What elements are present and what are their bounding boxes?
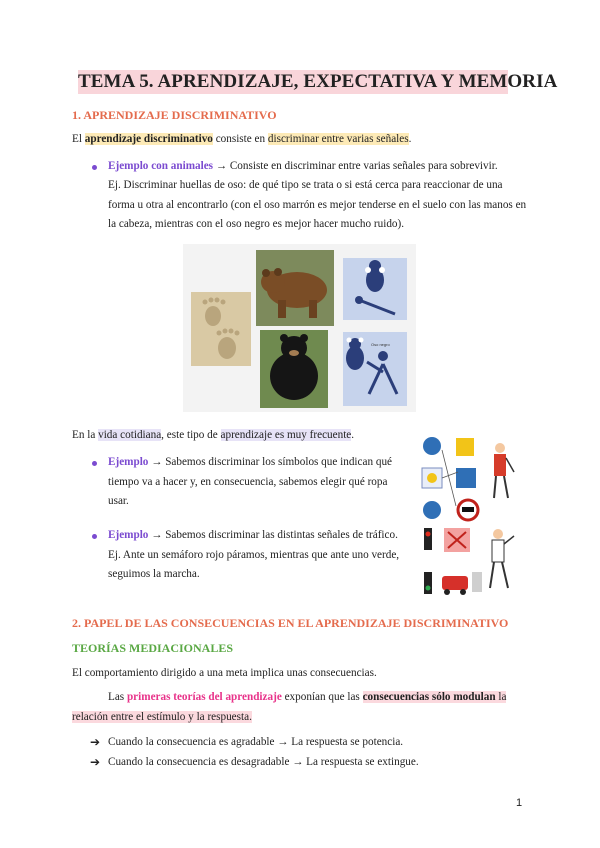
term-aprendizaje-frecuente: aprendizaje es muy frecuente bbox=[220, 429, 352, 441]
bear-card-caption: Oso negro bbox=[371, 342, 390, 347]
bear-figure bbox=[183, 244, 416, 412]
arrow-bullet-icon: ➔ bbox=[90, 735, 101, 749]
rain-icon bbox=[423, 501, 441, 519]
bullet-dot bbox=[92, 461, 97, 466]
sun-icon bbox=[456, 438, 474, 456]
bullet-dot bbox=[92, 165, 97, 170]
page-number: 1 bbox=[516, 797, 523, 809]
term-aprendizaje-discriminativo: aprendizaje discriminativo bbox=[84, 133, 213, 145]
goal-paragraph: El comportamiento dirigido a una meta implica unas consecuencias. bbox=[72, 667, 377, 679]
example-label: Ejemplo con animales bbox=[108, 160, 214, 172]
bear-collage bbox=[183, 244, 416, 412]
example-label: Ejemplo bbox=[108, 456, 149, 468]
symbols-illustration bbox=[414, 432, 524, 602]
term-primeras-teorias: primeras teorías del aprendizaje bbox=[126, 691, 282, 703]
bullet-weather-line2: tiempo va a hacer y, en consecuencia, sabemos elegir qué ropa bbox=[108, 476, 388, 488]
intro-paragraph: El aprendizaje discriminativo consiste en discriminar entre varias señales. bbox=[72, 133, 412, 145]
bullet-weather-line3: usar. bbox=[108, 495, 129, 507]
theories-paragraph: Las primeras teorías del aprendizaje exponían que las consecuencias sólo modulan la bbox=[108, 691, 507, 703]
person-figure-1 bbox=[494, 443, 514, 498]
bullet-dot bbox=[92, 534, 97, 539]
term-consecuencias-modulan: consecuencias sólo modulan bbox=[362, 691, 496, 703]
arrow-bullet-icon: ➔ bbox=[90, 755, 101, 769]
storm-icon bbox=[423, 437, 441, 455]
person-figure-2 bbox=[490, 529, 514, 588]
traffic-light-green-icon bbox=[424, 572, 432, 594]
cloud-icon bbox=[456, 468, 476, 488]
page-title: TEMA 5. APRENDIZAJE, EXPECTATIVA Y MEMORIA bbox=[78, 71, 558, 92]
symbols-figure bbox=[414, 432, 524, 602]
theories-paragraph-line2: relación entre el estímulo y la respuesta. bbox=[72, 711, 252, 723]
bullet-traffic-line2: Ej. Ante un semáforo rojo páramos, mientras que ante uno verde, bbox=[108, 549, 400, 561]
bullet-traffic-line3: seguimos la marcha. bbox=[108, 568, 200, 580]
consequence-pleasant: Cuando la consecuencia es agradable → La respuesta se potencia. bbox=[108, 736, 404, 748]
bullet-animals-line2: Ej. Discriminar huellas de oso: de qué tipo se trata o si está cerca para reaccionar de una bbox=[108, 179, 503, 191]
bullet-animals: Ejemplo con animales → Consiste en discriminar entre varias señales para sobrevivir. bbox=[108, 160, 498, 172]
page-title-box bbox=[78, 70, 558, 94]
section-2-heading: 2. PAPEL DE LAS CONSECUENCIAS EN EL APRENDIZAJE DISCRIMINATIVO bbox=[72, 616, 509, 630]
example-label: Ejemplo bbox=[108, 529, 149, 541]
definition-highlight: discriminar entre varias señales bbox=[267, 133, 409, 145]
subheading-teorias: TEORÍAS MEDIACIONALES bbox=[72, 641, 234, 655]
road-sign-icon bbox=[472, 572, 482, 592]
car-icon bbox=[442, 576, 468, 590]
bullet-traffic: Ejemplo → Sabemos discriminar las distintas señales de tráfico. bbox=[108, 529, 398, 541]
consequence-unpleasant: Cuando la consecuencia es desagradable → La respuesta se extingue. bbox=[108, 756, 419, 768]
bullet-animals-line4: la cabeza, mientras con el oso negro es mejor hacer mucho ruido). bbox=[108, 218, 405, 230]
term-vida-cotidiana: vida cotidiana bbox=[98, 429, 162, 441]
bullet-animals-line3: forma u otra al encontrarlo (con el oso marrón es mejor tenderse en el suelo con las manos en bbox=[108, 199, 527, 211]
bullet-weather: Ejemplo → Sabemos discriminar los símbolos que indican qué bbox=[108, 456, 393, 468]
daily-life-paragraph: En la vida cotidiana, este tipo de aprendizaje es muy frecuente. bbox=[72, 429, 355, 441]
section-1-heading: 1. APRENDIZAJE DISCRIMINATIVO bbox=[72, 108, 277, 122]
traffic-light-red-icon bbox=[424, 528, 432, 550]
